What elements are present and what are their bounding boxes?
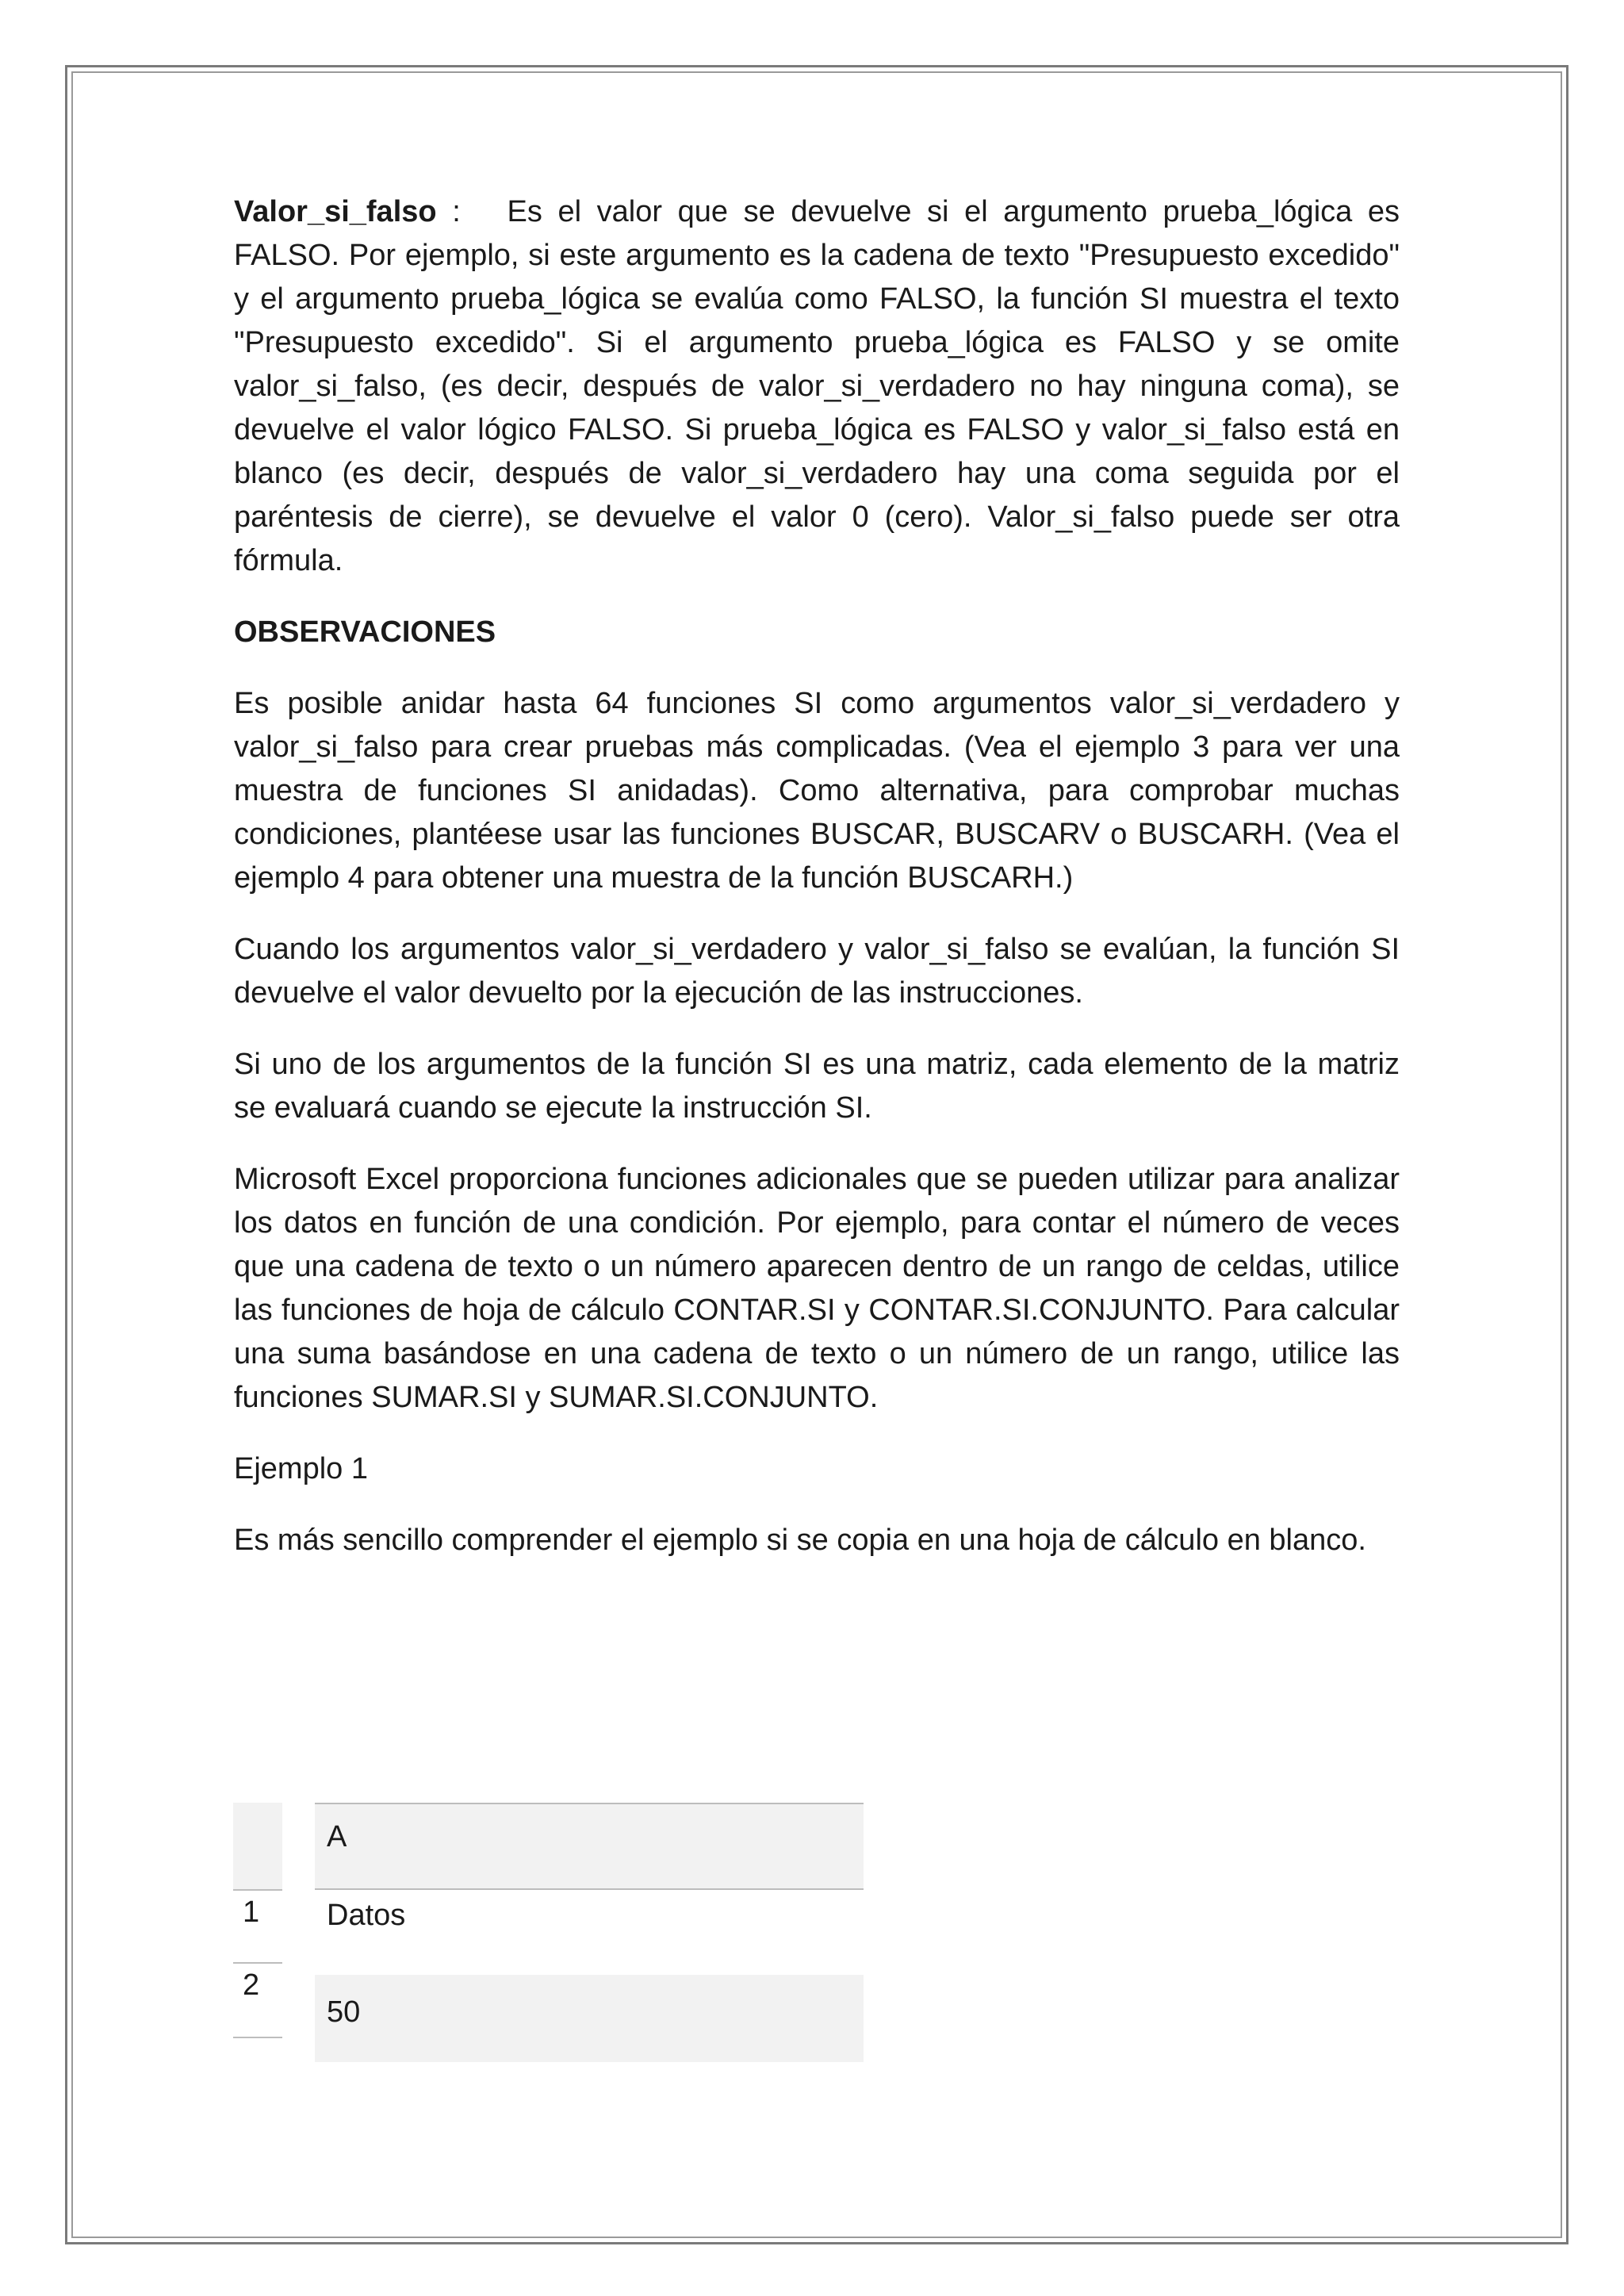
document-body: [234, 190, 1400, 1562]
cell-a2-value: 50: [327, 1995, 361, 2029]
paragraph-funciones-adicionales: Microsoft Excel proporciona funciones adicionales que se pueden utilizar para analizar los datos en función de una condición. Por ejemplo, para contar el número de veces que una cadena de texto o un número aparecen dentro de un rango de celdas, utilice las funciones de hoja de cálculo CONTAR.SI y CONTAR.SI.CONJUNTO. Para calcular una suma basándose en una cadena de texto o un número de un rango, utilice las funciones SUMAR.SI y SUMAR.SI.CONJUNTO.: [234, 1163, 1400, 1414]
row-number-2: 2: [243, 1968, 260, 2002]
paragraph-anidar: Es posible anidar hasta 64 funciones SI como argumentos valor_si_verdadero y valor_si_falso para crear pruebas más complicadas. (Vea el ejemplo 3 para ver una muestra de funciones SI anidadas). Como alternativa, para comprobar muchas condiciones, plantéese usar las funciones BUSCAR, BUSCARV o BUSCARH. (Vea el ejemplo 4 para obtener una muestra de la función BUSCARH.): [234, 687, 1400, 895]
term-separator: :: [436, 195, 508, 228]
column-header-a: [315, 1803, 864, 1890]
column-header-a-label: A: [327, 1820, 347, 1853]
cell-a1-value: Datos: [327, 1899, 406, 1932]
paragraph-matriz: Si uno de los argumentos de la función SI es una matriz, cada elemento de la matriz se evaluará cuando se ejecute la instrucción SI.: [234, 1048, 1400, 1125]
corner-cell: [233, 1803, 282, 1890]
term-valor-si-falso: Valor_si_falso: [234, 195, 437, 228]
row-number-1: 1: [243, 1895, 260, 1929]
paragraph-evaluan: Cuando los argumentos valor_si_verdadero y valor_si_falso se evalúan, la función SI devuelve el valor devuelto por la ejecución de las instrucciones.: [234, 933, 1400, 1010]
cell-a2: [315, 1975, 864, 2062]
paragraph-copiar: Es más sencillo comprender el ejemplo si se copia en una hoja de cálculo en blanco.: [234, 1524, 1366, 1557]
cell-a1: [315, 1891, 864, 1976]
heading-observaciones: OBSERVACIONES: [234, 615, 496, 649]
paragraph-valor-si-falso-text: Es el valor que se devuelve si el argumento prueba_lógica es FALSO. Por ejemplo, si este argumento es la cadena de texto "Presupuesto excedido" y el argumento prueba_lógica se evalúa como FALSO, la función SI muestra el texto "Presupuesto excedido". Si el argumento prueba_lógica es FALSO y se omite valor_si_falso, (es decir, después de valor_si_verdadero no hay ninguna coma), se devuelve el valor lógico FALSO. Si prueba_lógica es FALSO y valor_si_falso está en blanco (es decir, después de valor_si_verdadero hay una coma seguida por el paréntesis de cierre), se devuelve el valor 0 (cero). Valor_si_falso puede ser otra fórmula.: [234, 195, 1400, 577]
paragraph-ejemplo-1: Ejemplo 1: [234, 1452, 368, 1485]
paragraph-valor-si-falso: [234, 190, 1400, 583]
